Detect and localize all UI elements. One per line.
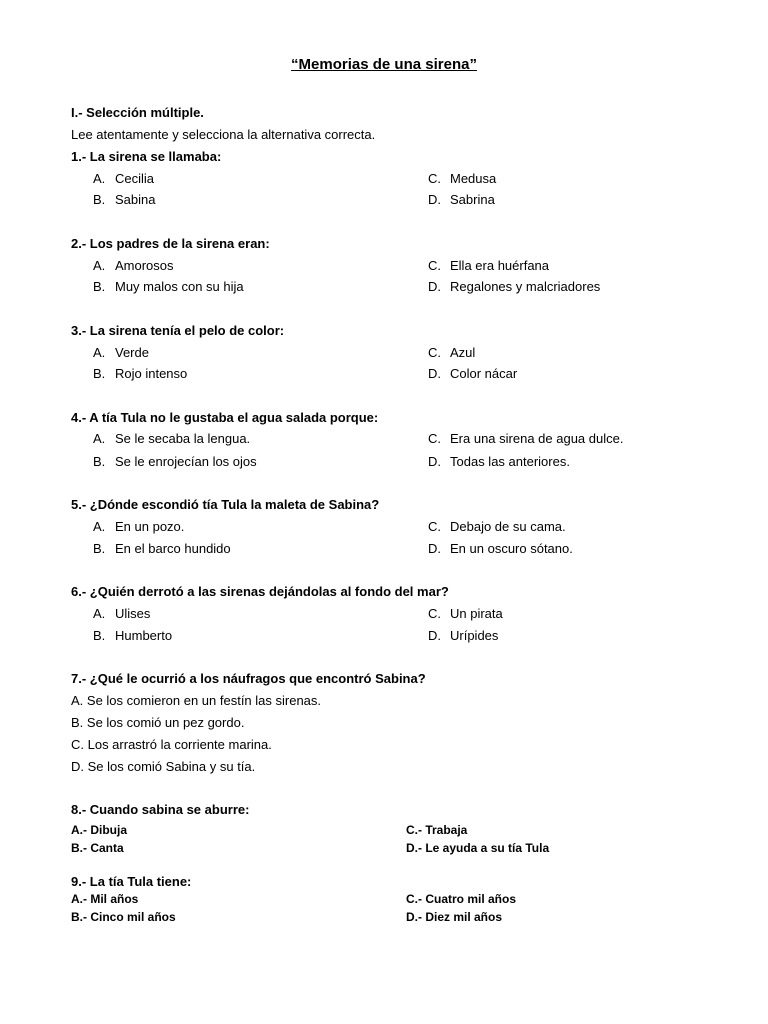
option-1c[interactable]: C. Medusa <box>428 171 497 186</box>
option-7d[interactable]: D. Se los comió Sabina y su tía. <box>71 759 256 774</box>
option-4a[interactable]: A. Se le secaba la lengua. <box>93 431 251 446</box>
option-5a[interactable]: A. En un pozo. <box>93 519 185 534</box>
option-3b[interactable]: B. Rojo intenso <box>93 366 188 381</box>
option-2c[interactable]: C. Ella era huérfana <box>428 258 550 273</box>
option-8a[interactable]: A.- Dibuja <box>71 823 127 837</box>
question-4: 4.- A tía Tula no le gustaba el agua salada porque: <box>71 410 379 425</box>
option-3d[interactable]: D. Color nácar <box>428 366 518 381</box>
section-heading: I.- Selección múltiple. <box>71 105 204 120</box>
option-2a[interactable]: A. Amorosos <box>93 258 174 273</box>
option-6b[interactable]: B. Humberto <box>93 628 173 643</box>
question-8: 8.- Cuando sabina se aburre: <box>71 802 250 817</box>
option-1b[interactable]: B. Sabina <box>93 192 156 207</box>
option-9a[interactable]: A.- Mil años <box>71 892 139 906</box>
option-7b[interactable]: B. Se los comió un pez gordo. <box>71 715 245 730</box>
question-9: 9.- La tía Tula tiene: <box>71 874 192 889</box>
option-7a[interactable]: A. Se los comieron en un festín las sirenas. <box>71 693 322 708</box>
instruction-text: Lee atentamente y selecciona la alternativa correcta. <box>71 127 376 142</box>
question-6: 6.- ¿Quién derrotó a las sirenas dejándolas al fondo del mar? <box>71 584 449 599</box>
option-5d[interactable]: D. En un oscuro sótano. <box>428 541 573 556</box>
option-6d[interactable]: D. Urípides <box>428 628 499 643</box>
option-9b[interactable]: B.- Cinco mil años <box>71 910 176 924</box>
option-5c[interactable]: C. Debajo de su cama. <box>428 519 566 534</box>
option-4c[interactable]: C. Era una sirena de agua dulce. <box>428 431 624 446</box>
option-2b[interactable]: B. Muy malos con su hija <box>93 279 244 294</box>
option-4b[interactable]: B. Se le enrojecían los ojos <box>93 454 257 469</box>
question-1: 1.- La sirena se llamaba: <box>71 149 222 164</box>
page-title: “Memorias de una sirena” <box>291 56 477 73</box>
option-8d[interactable]: D.- Le ayuda a su tía Tula <box>406 841 550 855</box>
option-8b[interactable]: B.- Canta <box>71 841 124 855</box>
option-1a[interactable]: A. Cecilia <box>93 171 155 186</box>
option-3c[interactable]: C. Azul <box>428 345 476 360</box>
option-5b[interactable]: B. En el barco hundido <box>93 541 231 556</box>
question-5: 5.- ¿Dónde escondió tía Tula la maleta de Sabina? <box>71 497 380 512</box>
option-1d[interactable]: D. Sabrina <box>428 192 495 207</box>
option-3a[interactable]: A. Verde <box>93 345 149 360</box>
option-4d[interactable]: D. Todas las anteriores. <box>428 454 570 469</box>
question-3: 3.- La sirena tenía el pelo de color: <box>71 323 285 338</box>
option-9c[interactable]: C.- Cuatro mil años <box>406 892 517 906</box>
option-6a[interactable]: A. Ulises <box>93 606 151 621</box>
option-6c[interactable]: C. Un pirata <box>428 606 503 621</box>
option-7c[interactable]: C. Los arrastró la corriente marina. <box>71 737 272 752</box>
option-2d[interactable]: D. Regalones y malcriadores <box>428 279 601 294</box>
option-8c[interactable]: C.- Trabaja <box>406 823 468 837</box>
option-9d[interactable]: D.- Diez mil años <box>406 910 503 924</box>
question-7: 7.- ¿Qué le ocurrió a los náufragos que encontró Sabina? <box>71 671 426 686</box>
question-2: 2.- Los padres de la sirena eran: <box>71 236 270 251</box>
